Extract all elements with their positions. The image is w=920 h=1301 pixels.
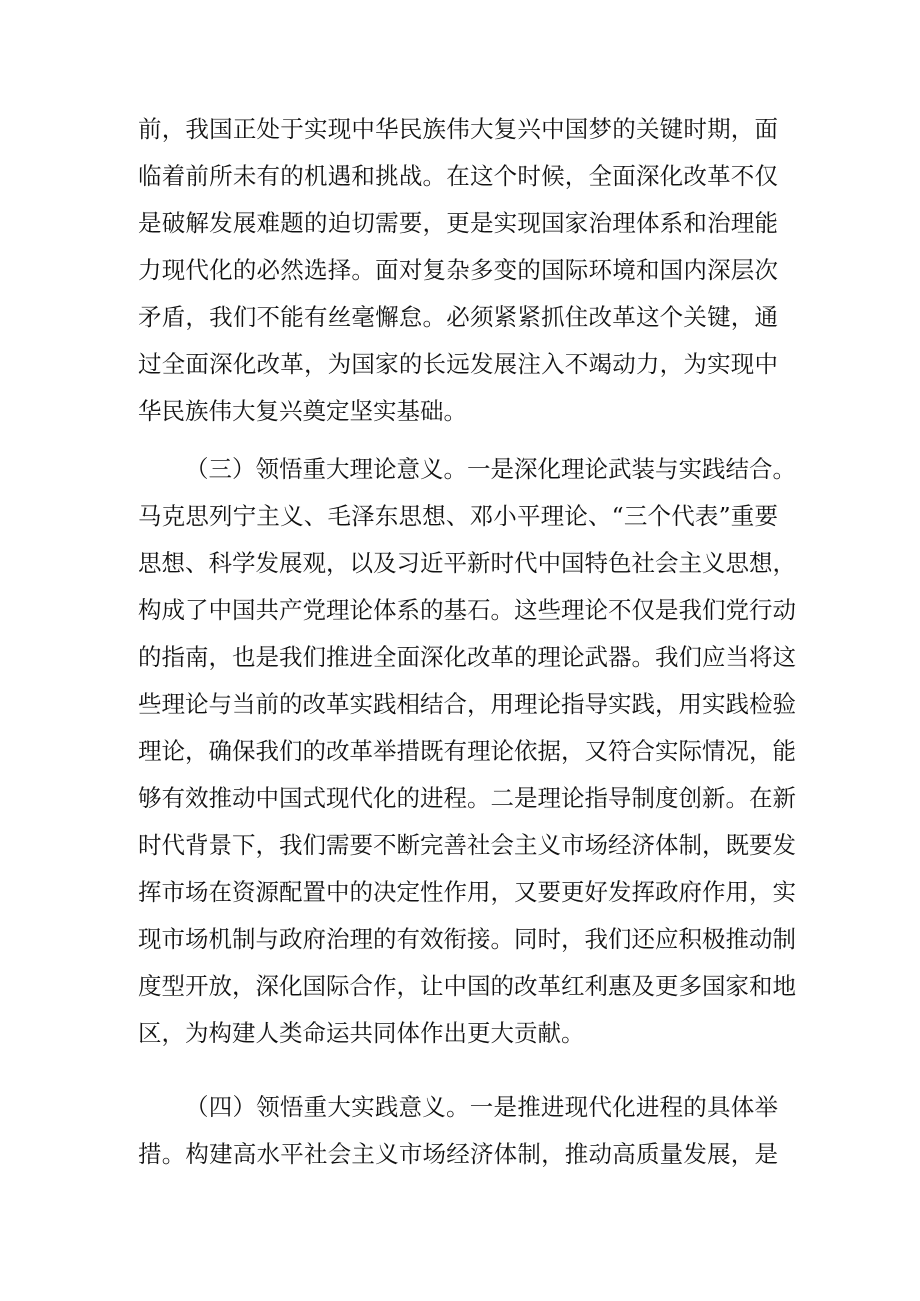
text-line: 些理论与当前的改革实践相结合，用理论指导实践，用实践检验 (138, 690, 796, 718)
text-line: 的指南，也是我们推进全面深化改革的理论武器。我们应当将这 (138, 643, 796, 671)
text-line: 时代背景下，我们需要不断完善社会主义市场经济体制，既要发 (138, 831, 796, 859)
text-line: 矛盾，我们不能有丝毫懈怠。必须紧紧抓住改革这个关键，通 (138, 303, 778, 331)
text-line: 华民族伟大复兴奠定坚实基础。 (138, 397, 467, 425)
paragraph-section-3 (138, 446, 796, 1057)
paragraph-section-4 (138, 1084, 778, 1178)
text-line: 够有效推动中国式现代化的进程。二是理论指导制度创新。在新 (138, 784, 796, 812)
text-line: 是破解发展难题的迫切需要，更是实现国家治理体系和治理能 (138, 209, 778, 237)
text-line: 现市场机制与政府治理的有效衔接。同时，我们还应积极推动制 (138, 925, 796, 953)
text-line: 度型开放，深化国际合作，让中国的改革红利惠及更多国家和地 (138, 972, 796, 1000)
text-line: 前，我国正处于实现中华民族伟大复兴中国梦的关键时期，面 (138, 115, 778, 143)
text-line: 构成了中国共产党理论体系的基石。这些理论不仅是我们党行动 (138, 596, 796, 624)
text-line: 区，为构建人类命运共同体作出更大贡献。 (138, 1019, 585, 1047)
text-line: 挥市场在资源配置中的决定性作用，又要更好发挥政府作用，实 (138, 878, 796, 906)
text-line: 临着前所未有的机遇和挑战。在这个时候，全面深化改革不仅 (138, 162, 778, 190)
text-line: 措。构建高水平社会主义市场经济体制，推动高质量发展，是 (138, 1140, 778, 1168)
text-line: 力现代化的必然选择。面对复杂多变的国际环境和国内深层次 (138, 256, 778, 284)
text-line: 过全面深化改革，为国家的长远发展注入不竭动力，为实现中 (138, 350, 778, 378)
paragraph-continuation (138, 106, 778, 435)
section-heading-line: （四）领悟重大实践意义。一是推进现代化进程的具体举 (185, 1093, 778, 1121)
section-heading-line: （三）领悟重大理论意义。一是深化理论武装与实践结合。 (185, 455, 796, 483)
text-line: 思想、科学发展观，以及习近平新时代中国特色社会主义思想， (138, 549, 796, 577)
text-line: 理论，确保我们的改革举措既有理论依据，又符合实际情况，能 (138, 737, 796, 765)
text-line: 马克思列宁主义、毛泽东思想、邓小平理论、“三个代表”重要 (138, 502, 778, 530)
